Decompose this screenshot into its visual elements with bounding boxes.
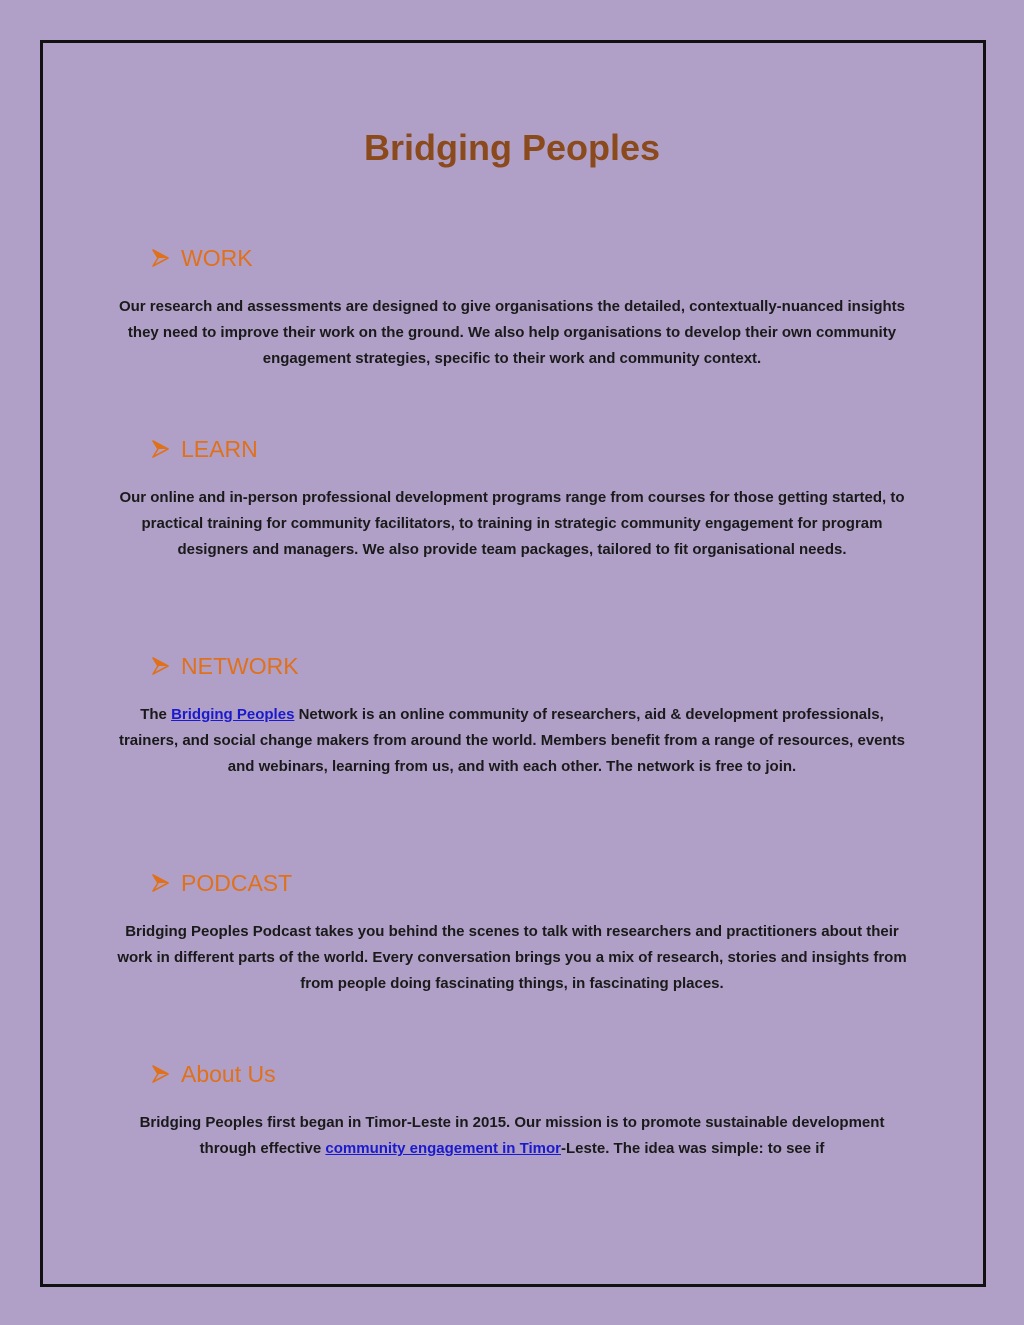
section-heading-label: LEARN	[181, 436, 258, 462]
arrow-bullet-icon	[152, 440, 169, 458]
arrow-bullet-icon	[152, 657, 169, 675]
about-body-prefix: Bridging Peoples first began in Timor-Leste in 2015. Our mission is to promote sustainable development through effective	[139, 1114, 885, 1157]
section-body-learn: Our online and in-person professional development programs range from courses for those getting started, to practical training for community facilitators, to training in strategic community engagement for program designers and managers. We also provide team packages, tailored to fit organisational needs.	[119, 489, 905, 558]
about-body-suffix: -Leste. The idea was simple: to see if	[561, 1140, 825, 1157]
section-heading-label: WORK	[181, 245, 253, 271]
arrow-bullet-icon	[152, 1065, 169, 1083]
section-heading-label: PODCAST	[181, 870, 293, 896]
page-title: Bridging Peoples	[363, 127, 661, 168]
section-body-network	[112, 702, 912, 780]
section-heading-podcast	[152, 867, 292, 899]
arrow-bullet-icon	[152, 874, 169, 892]
arrow-bullet-icon	[152, 249, 169, 267]
section-heading-about	[152, 1058, 276, 1090]
section-heading-label: NETWORK	[181, 653, 299, 679]
section-heading-learn	[152, 433, 258, 465]
network-body-prefix: The	[140, 706, 172, 723]
section-body-work: Our research and assessments are designed to give organisations the detailed, contextually-nuanced insights they need to improve their work on the ground. We also help organisations to develop their own community engagement strategies, specific to their work and community context.	[118, 298, 906, 367]
bridging-peoples-link[interactable]: Bridging Peoples	[171, 706, 295, 723]
community-engagement-link[interactable]: community engagement in Timor	[325, 1140, 562, 1157]
section-heading-work	[152, 242, 253, 274]
section-heading-label: About Us	[181, 1061, 276, 1087]
section-heading-network	[152, 650, 299, 682]
section-body-podcast: Bridging Peoples Podcast takes you behind the scenes to talk with researchers and practitioners about their work in different parts of the world. Every conversation brings you a mix of research, stories and insights from from people doing fascinating things, in fascinating places.	[117, 923, 907, 992]
network-body-suffix: Network is an online community of researchers, aid & development professionals, trainers, and social change makers from around the world. Members benefit from a range of resources, events and webinars, learning from us, and with each other. The network is free to join.	[118, 706, 906, 775]
section-body-about	[112, 1110, 912, 1162]
